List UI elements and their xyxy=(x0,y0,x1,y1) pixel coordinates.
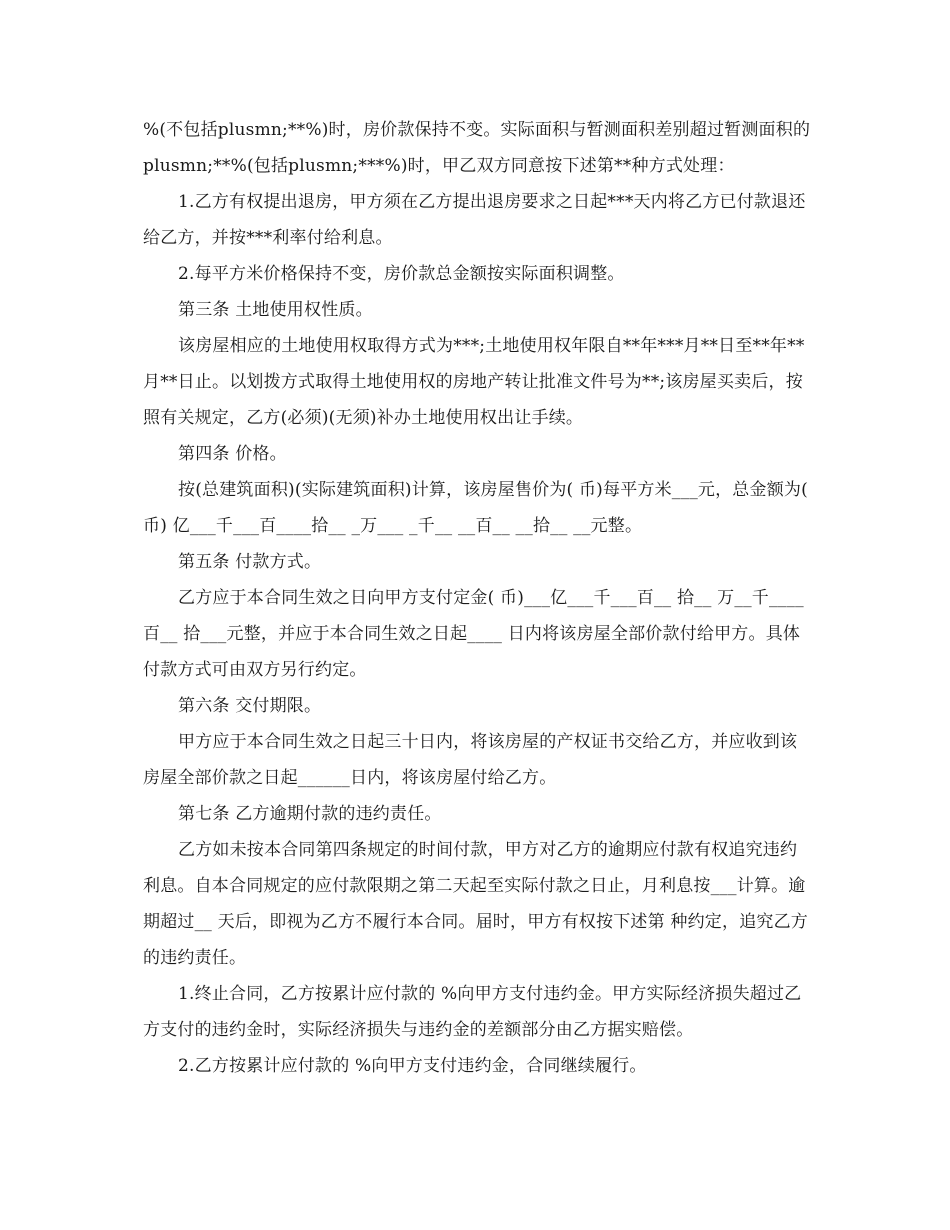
paragraph-price: 按(总建筑面积)(实际建筑面积)计算，该房屋售价为( 币)每平方米___元，总金额为( 币) 亿___千___百____拾__ _万___ _千__ __百__ __拾__ __元整。 xyxy=(143,480,814,536)
paragraph-option-2-adjust: 2.每平方米价格保持不变，房价款总金额按实际面积调整。 xyxy=(178,264,625,284)
heading-article-4: 第四条 价格。 xyxy=(178,444,287,464)
paragraph-penalty-2: 2.乙方按累计应付款的 %向甲方支付违约金，合同继续履行。 xyxy=(178,1056,647,1076)
document-page xyxy=(143,112,814,1084)
heading-article-3: 第三条 土地使用权性质。 xyxy=(178,300,373,320)
paragraph-land-use: 该房屋相应的土地使用权取得方式为***;土地使用权年限自**年***月**日至**年**月**日止。以划拨方式取得土地使用权的房地产转让批准文件号为**;该房屋买卖后，按照有关规定，乙方(必须)(无须)补办土地使用权出让手续。 xyxy=(143,336,805,428)
paragraph-penalty-1: 1.终止合同，乙方按累计应付款的 %向甲方支付违约金。甲方实际经济损失超过乙方支付的违约金时，实际经济损失与违约金的差额部分由乙方据实赔偿。 xyxy=(143,984,802,1040)
paragraph-option-1-refund: 1.乙方有权提出退房，甲方须在乙方提出退房要求之日起***天内将乙方已付款退还给乙方，并按***利率付给利息。 xyxy=(143,192,806,248)
paragraph-delivery: 甲方应于本合同生效之日起三十日内，将该房屋的产权证书交给乙方，并应收到该房屋全部价款之日起______日内，将该房屋付给乙方。 xyxy=(143,732,798,788)
heading-article-6: 第六条 交付期限。 xyxy=(178,696,322,716)
paragraph-late-payment: 乙方如未按本合同第四条规定的时间付款，甲方对乙方的逾期应付款有权追究违约利息。自本合同规定的应付款限期之第二天起至实际付款之日止，月利息按___计算。逾期超过__ 天后，即视为乙方不履行本合同。届时，甲方有权按下述第 种约定，追究乙方的违约责任。 xyxy=(143,840,809,968)
heading-article-7: 第七条 乙方逾期付款的违约责任。 xyxy=(178,804,442,824)
heading-article-5: 第五条 付款方式。 xyxy=(178,552,322,572)
paragraph-payment: 乙方应于本合同生效之日向甲方支付定金( 币)___亿___千___百__ 拾__ 万__千____百__ 拾___元整，并应于本合同生效之日起____ 日内将该房屋全部价款付给甲方。具体付款方式可由双方另行约定。 xyxy=(143,588,804,680)
paragraph-area-clause-end: %(不包括plusmn;**%)时，房价款保持不变。实际面积与暂测面积差别超过暂测面积的plusmn;**%(包括plusmn;***%)时，甲乙双方同意按下述第**种方式处理： xyxy=(143,120,811,176)
